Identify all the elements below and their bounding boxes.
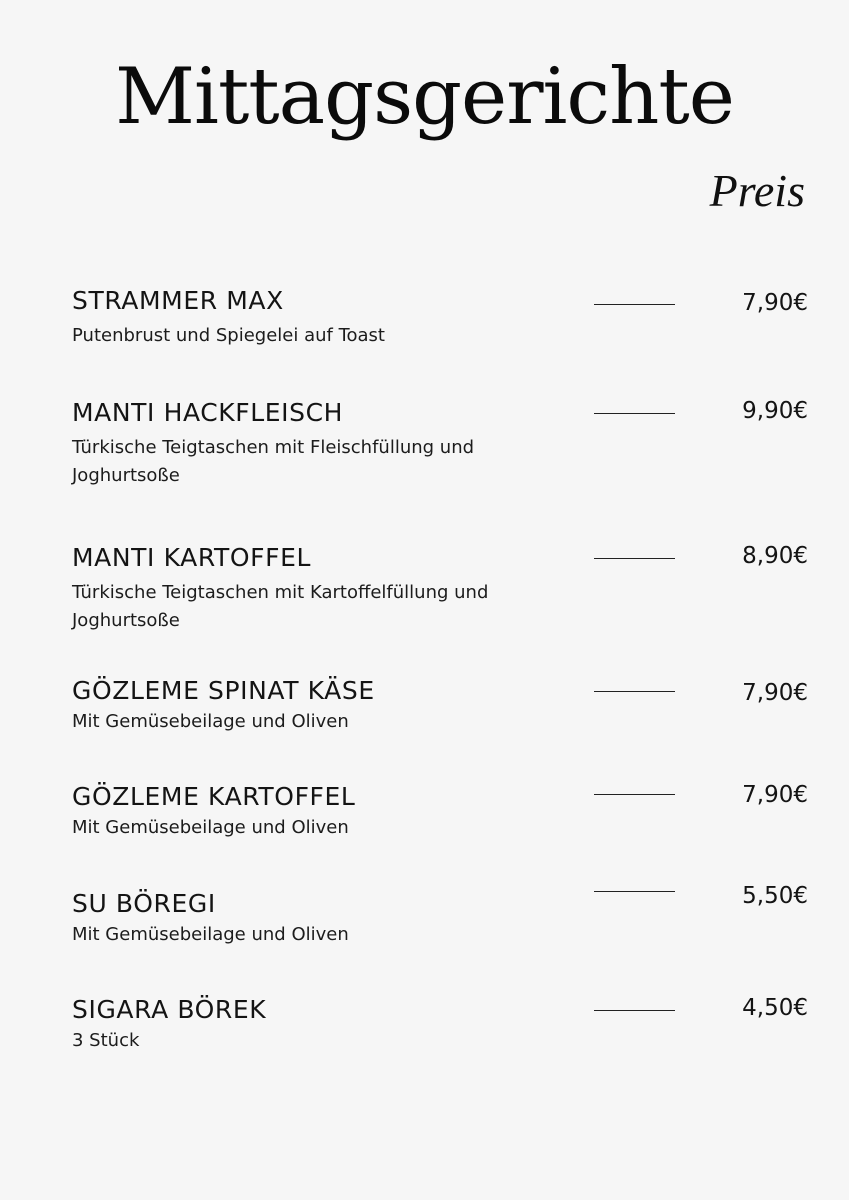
menu-item-description: Mit Gemüsebeilage und Oliven: [72, 817, 349, 838]
menu-item-name: MANTI HACKFLEISCH: [72, 398, 344, 427]
menu-item-description: Putenbrust und Spiegelei auf Toast: [72, 325, 385, 346]
menu-item-price: 5,50€: [742, 883, 808, 909]
leader-line: [594, 1010, 675, 1011]
menu-item-price: 7,90€: [742, 782, 808, 808]
menu-item-name: GÖZLEME SPINAT KÄSE: [72, 676, 375, 705]
menu-item-price: 9,90€: [742, 398, 808, 424]
leader-line: [594, 558, 675, 559]
menu-item-name: MANTI KARTOFFEL: [72, 543, 312, 572]
menu-item-description: Mit Gemüsebeilage und Oliven: [72, 924, 349, 945]
menu-item-description: Türkische Teigtaschen mit Fleischfüllung und Joghurtsoße: [72, 437, 475, 486]
leader-line: [594, 891, 675, 892]
leader-line: [594, 794, 675, 795]
leader-line: [594, 304, 675, 305]
menu-item-price: 8,90€: [742, 543, 808, 569]
menu-item-description: Mit Gemüsebeilage und Oliven: [72, 711, 349, 732]
menu-item-price: 7,90€: [742, 680, 808, 706]
menu-item-description: Türkische Teigtaschen mit Kartoffelfüllung und Joghurtsoße: [72, 582, 489, 631]
menu-item-price: 4,50€: [742, 995, 808, 1021]
menu-item-name: SIGARA BÖREK: [72, 995, 267, 1024]
leader-line: [594, 413, 675, 414]
menu-item-name: STRAMMER MAX: [72, 286, 284, 315]
menu-item-name: SU BÖREGI: [72, 889, 216, 918]
price-column-header: Preis: [709, 165, 805, 216]
menu-item-description: 3 Stück: [72, 1030, 140, 1051]
menu-item-price: 7,90€: [742, 290, 808, 316]
menu-item-name: GÖZLEME KARTOFFEL: [72, 782, 356, 811]
menu-title: Mittagsgerichte: [115, 52, 734, 142]
leader-line: [594, 691, 675, 692]
